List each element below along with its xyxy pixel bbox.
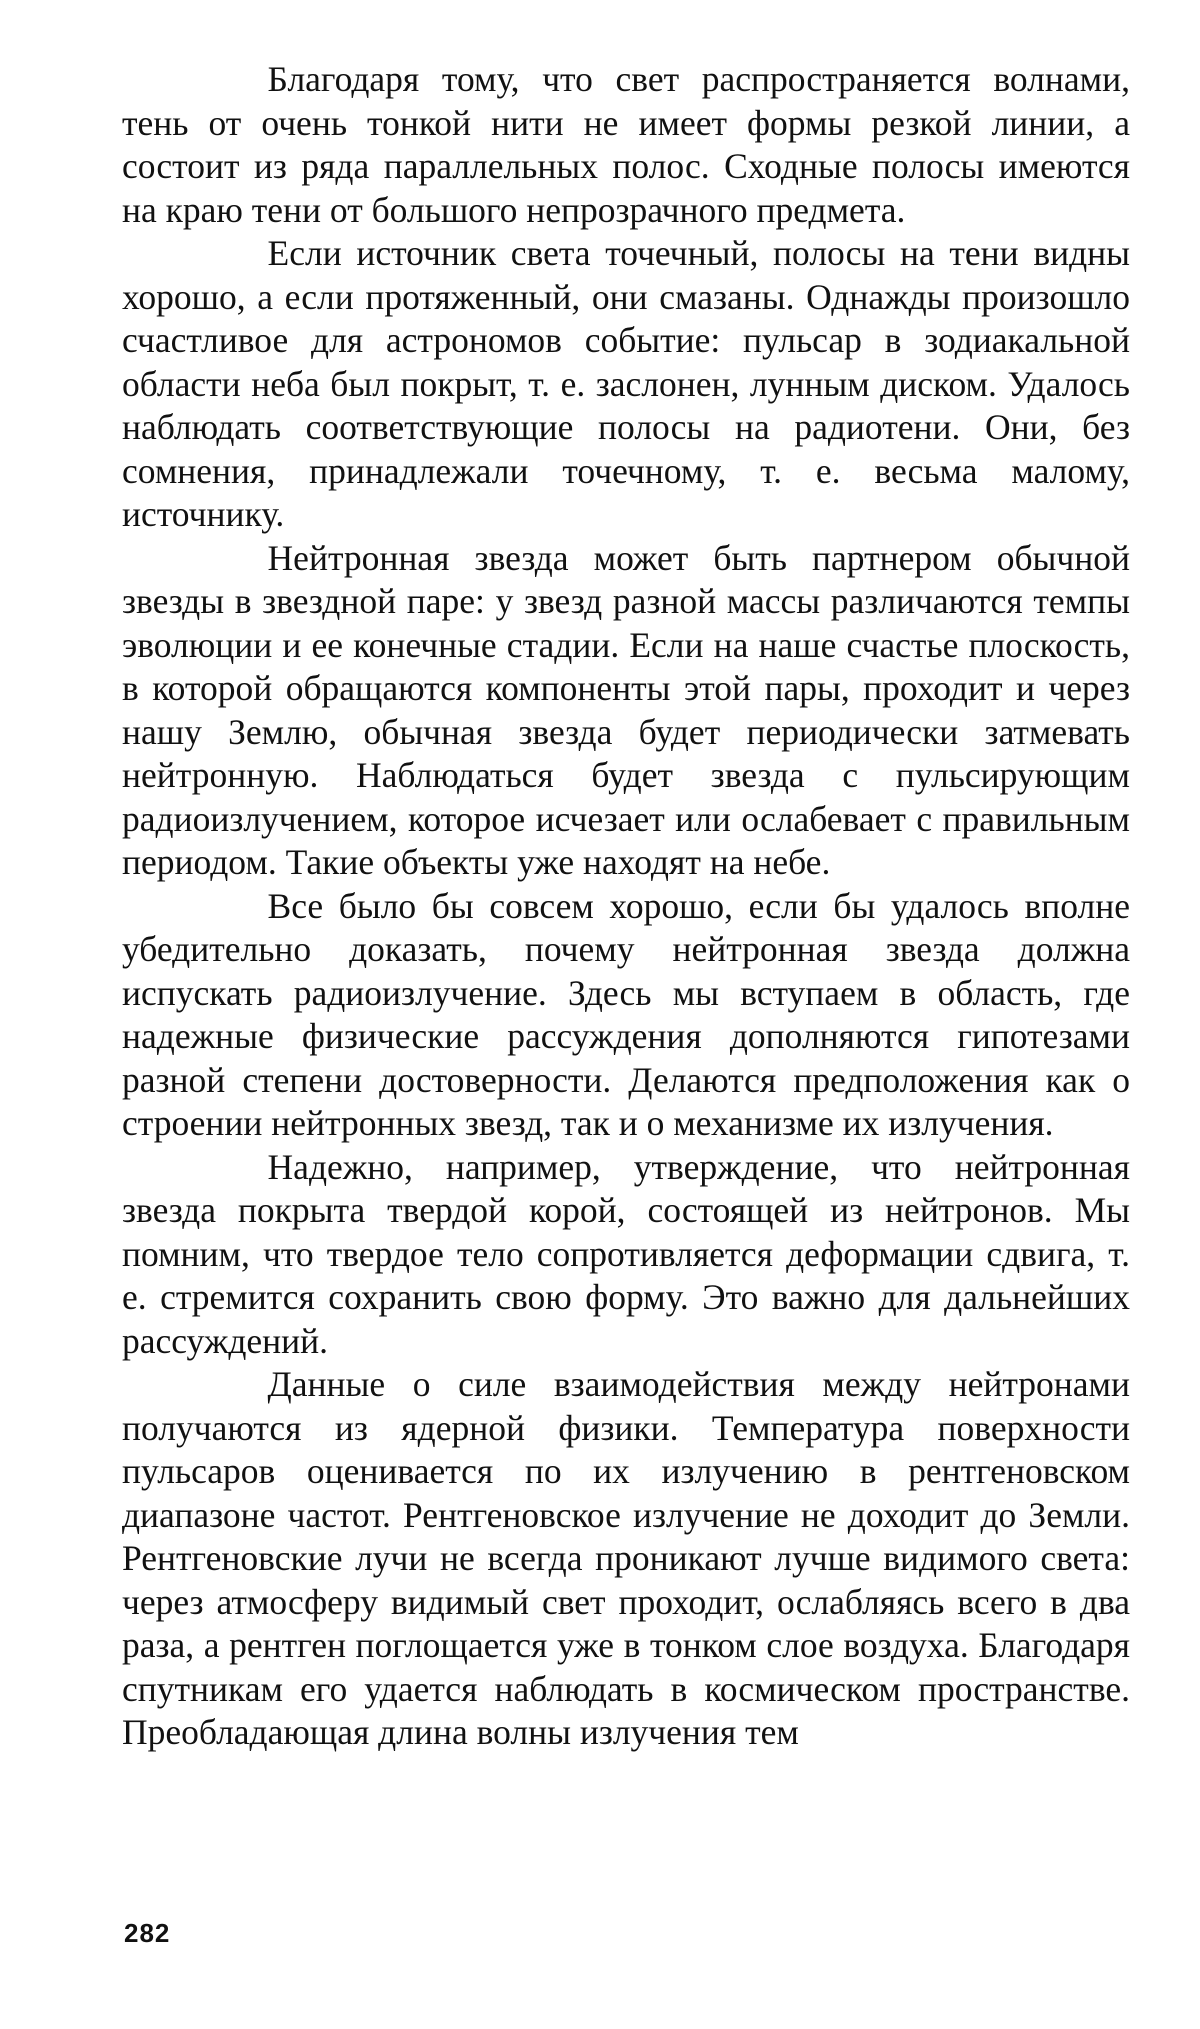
paragraph-5: Надежно, например, утверждение, что нейтронная звезда покрыта твердой корой, состоящей из нейтронов. Мы помним, что твердое тело сопротивляется деформации сдвига, т. е. стремится сохранить свою форму. Это важно для дальнейших рассуждений. <box>122 1146 1130 1361</box>
body-text <box>122 58 1130 1755</box>
paragraph-2: Если источник света точечный, полосы на тени видны хорошо, а если протяженный, они смазаны. Однажды произошло счастливое для астрономов событие: пульсар в зодиакальной области неба был покрыт, т. е. заслонен, лунным диском. Удалось наблюдать соответствующие полосы на радиотени. Они, без сомнения, принадлежали точечному, т. е. весьма малому, источнику. <box>122 233 1130 534</box>
paragraph-6: Данные о силе взаимодействия между нейтронами получаются из ядерной физики. Температура поверхности пульсаров оценивается по их излучению в рентгеновском диапазоне частот. Рентгеновское излучение не доходит до Земли. Рентгеновские лучи не всегда проникают лучше видимого света: через атмосферу видимый свет проходит, ослабляясь всего в два раза, а рентген поглощается уже в тонком слое воздуха. Благодаря спутникам его удается наблюдать в космическом пространстве. Преобладающая длина волны излучения тем <box>122 1364 1130 1752</box>
paragraph-1: Благодаря тому, что свет распространяется волнами, тень от очень тонкой нити не имеет формы резкой линии, а состоит из ряда параллельных полос. Сходные полосы имеются на краю тени от большого непрозрачного предмета. <box>122 59 1130 230</box>
page-number: 282 <box>124 1918 171 1948</box>
paragraph-3: Нейтронная звезда может быть партнером обычной звезды в звездной паре: у звезд разной массы различаются темпы эволюции и ее конечные стадии. Если на наше счастье плоскость, в которой обращаются компоненты этой пары, проходит и через нашу Землю, обычная звезда будет периодически затмевать нейтронную. Наблюдаться будет звезда с пульсирующим радиоизлучением, которое исчезает или ослабевает с правильным периодом. Такие объекты уже находят на небе. <box>122 537 1130 882</box>
paragraph-4: Все было бы совсем хорошо, если бы удалось вполне убедительно доказать, почему нейтронная звезда должна испускать радиоизлучение. Здесь мы вступаем в область, где надежные физические рассуждения дополняются гипотезами разной степени достоверности. Делаются предположения как о строении нейтронных звезд, так и о механизме их излучения. <box>122 885 1130 1143</box>
